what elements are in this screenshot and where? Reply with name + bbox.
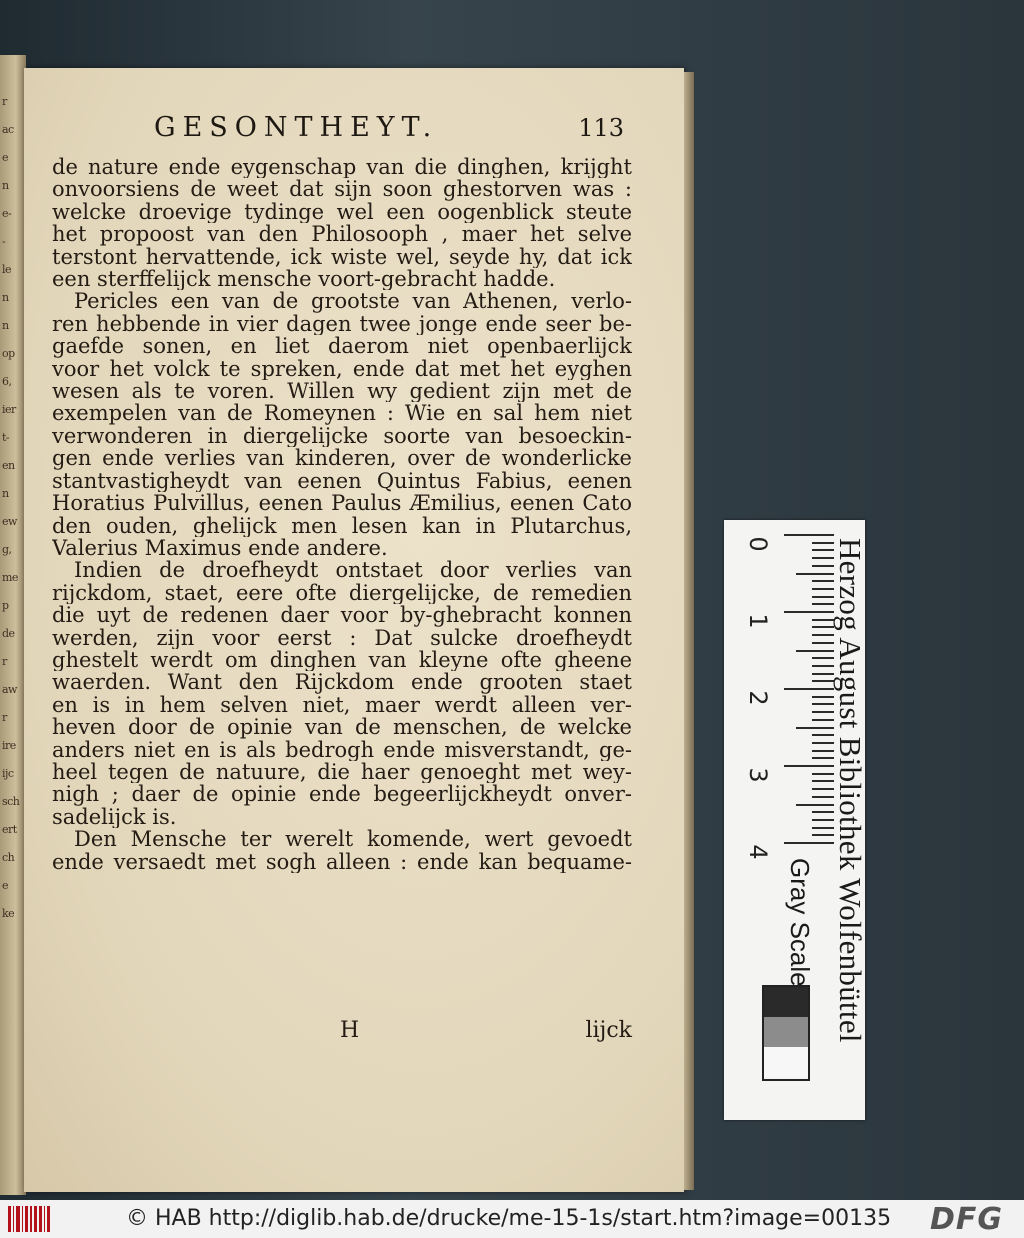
adjacent-page-fragment: ac xyxy=(2,123,14,136)
ruler-tick xyxy=(784,611,834,613)
text-line: den ouden, ghelijck men lesen kan in Plutarchus, xyxy=(52,514,632,537)
ruler-tick xyxy=(812,696,834,698)
institution-label: Herzog August Bibliothek Wolfenbüttel xyxy=(833,538,868,1043)
gray-scale-patches xyxy=(762,985,810,1081)
signature-mark: H xyxy=(340,1018,360,1043)
barcode-bar xyxy=(25,1206,28,1232)
barcode-bar xyxy=(16,1206,19,1232)
adjacent-page-fragment: aw xyxy=(2,683,17,696)
text-block xyxy=(52,156,632,873)
gray-patch xyxy=(764,1047,808,1077)
text-line: werden, zijn voor eerst : Dat sulcke droefheydt xyxy=(52,626,632,649)
text-line: verwonderen in diergelijcke soorte van besoeckin- xyxy=(52,424,632,448)
ruler-tick xyxy=(812,788,834,790)
ruler-tick xyxy=(796,727,834,729)
text-line: het propoost van den Philosooph , maer het selve xyxy=(52,223,632,246)
barcode-bar xyxy=(13,1206,15,1232)
adjacent-page-edge xyxy=(0,55,26,1195)
ruler-tick xyxy=(812,626,834,628)
ruler-tick xyxy=(812,711,834,713)
ruler-tick xyxy=(812,565,834,567)
adjacent-page-fragment: n xyxy=(2,319,9,332)
adjacent-page-fragment: ew xyxy=(2,515,17,528)
ruler-tick xyxy=(812,657,834,659)
adjacent-page-fragment: ch xyxy=(2,851,15,864)
adjacent-page-fragment: n xyxy=(2,291,9,304)
ruler-tick xyxy=(812,665,834,667)
page-number: 113 xyxy=(578,114,624,142)
ruler-tick xyxy=(812,557,834,559)
ruler-tick xyxy=(796,573,834,575)
adjacent-page-fragment: de xyxy=(2,627,15,640)
text-line: nigh ; daer de opinie ende begeerlijckheydt onver- xyxy=(52,783,632,806)
text-line: stantvastigheydt van eenen Quintus Fabius, eenen xyxy=(52,469,632,493)
ruler-tick xyxy=(812,757,834,759)
adjacent-page-fragment: en xyxy=(2,459,15,472)
ruler-tick xyxy=(812,634,834,636)
ruler-tick xyxy=(812,603,834,605)
adjacent-page-fragment: op xyxy=(2,347,15,360)
text-line: de nature ende eygenschap van die dinghen, krijght xyxy=(52,156,632,179)
barcode-bar xyxy=(22,1206,24,1232)
book-page xyxy=(24,68,684,1192)
ruler-ticks xyxy=(782,534,834,854)
adjacent-page-fragment: r xyxy=(2,655,7,668)
adjacent-page-fragment: ier xyxy=(2,403,16,416)
text-line: welcke droevige tydinge wel een oogenblick steute xyxy=(52,200,632,224)
ruler-tick xyxy=(812,642,834,644)
ruler-tick xyxy=(812,680,834,682)
adjacent-page-fragment: ert xyxy=(2,823,17,836)
text-line: heven door de opinie van de menschen, de welcke xyxy=(52,716,632,739)
text-line: ren hebbende in vier dagen twee jonge ende seer be- xyxy=(52,312,632,336)
text-line: onvoorsiens de weet dat sijn soon ghestorven was : xyxy=(52,178,632,201)
ruler-tick xyxy=(812,819,834,821)
text-line: die uyt de redenen daer voor by-ghebracht konnen xyxy=(52,604,632,627)
ruler-tick xyxy=(812,588,834,590)
barcode-bar xyxy=(47,1206,50,1232)
dfg-logo: DFG xyxy=(930,1202,1004,1237)
ruler-tick xyxy=(812,703,834,705)
adjacent-page-fragment: 6, xyxy=(2,375,12,388)
text-line: gen ende verlies van kinderen, over de wonderlicke xyxy=(52,447,632,470)
barcode-bar xyxy=(34,1206,37,1232)
text-line: wesen als te voren. Willen wy gedient zijn met de xyxy=(52,380,632,403)
ruler-tick xyxy=(812,742,834,744)
ruler-tick xyxy=(812,773,834,775)
credit-link[interactable]: © HAB http://diglib.hab.de/drucke/me-15-1s/start.htm?image=00135 xyxy=(126,1206,892,1231)
text-line: heel tegen de natuure, die haer genoeght met wey- xyxy=(52,760,632,784)
ruler-tick xyxy=(784,842,834,844)
adjacent-page-fragment: ire xyxy=(2,739,16,752)
adjacent-page-fragment: r xyxy=(2,95,7,108)
ruler-number: 1 xyxy=(744,613,772,629)
gray-scale-label: Gray Scale xyxy=(785,858,815,987)
adjacent-page-fragment: ke xyxy=(2,907,15,920)
text-line: rijckdom, staet, eere ofte diergelijcke, de remedien xyxy=(52,581,632,605)
hab-barcode-icon xyxy=(8,1206,50,1232)
adjacent-page-fragment: p xyxy=(2,599,9,612)
ruler-tick xyxy=(784,534,834,536)
ruler-tick xyxy=(812,750,834,752)
text-line: sadelijck is. xyxy=(52,805,177,829)
text-line: exempelen van de Romeynen : Wie en sal hem niet xyxy=(52,402,632,425)
barcode-bar xyxy=(44,1206,46,1232)
ruler-tick xyxy=(812,619,834,621)
text-line: ghestelt werdt om dinghen van kleyne ofte gheene xyxy=(52,648,632,672)
ruler-tick xyxy=(812,780,834,782)
scale-card xyxy=(724,520,868,1120)
ruler-tick xyxy=(812,734,834,736)
ruler-number: 4 xyxy=(744,844,772,860)
adjacent-page-fragment: e xyxy=(2,151,9,164)
ruler-tick xyxy=(812,673,834,675)
text-line: voor het volck te spreken, ende dat met het eyghen xyxy=(52,357,632,381)
adjacent-page-fragment: le xyxy=(2,263,12,276)
ruler-tick xyxy=(784,688,834,690)
text-line: Pericles een van de grootste van Athenen, verlo- xyxy=(74,290,632,313)
barcode-bar xyxy=(30,1206,32,1232)
ruler-number: 3 xyxy=(744,767,772,783)
ruler-tick xyxy=(812,796,834,798)
ruler-tick xyxy=(784,765,834,767)
page-footer xyxy=(52,1018,632,1048)
ruler-tick xyxy=(812,827,834,829)
ruler-tick xyxy=(796,650,834,652)
adjacent-page-fragment: e- xyxy=(2,207,12,220)
text-line: Valerius Maximus ende andere. xyxy=(52,536,388,560)
ruler-numbers xyxy=(724,520,790,860)
ruler-number: 0 xyxy=(744,536,772,552)
page-fore-edge xyxy=(684,72,694,1190)
adjacent-page-fragment: g, xyxy=(2,543,12,556)
ruler-tick xyxy=(812,596,834,598)
running-head xyxy=(154,112,624,143)
adjacent-page-fragment: r xyxy=(2,711,7,724)
barcode-bar xyxy=(39,1206,42,1232)
ruler-tick xyxy=(812,580,834,582)
text-line: gaefde sonen, en liet daerom niet openbaerlijck xyxy=(52,335,632,358)
gray-patch xyxy=(764,1017,808,1047)
adjacent-page-fragment: - xyxy=(2,235,6,248)
running-title: GESONTHEYT. xyxy=(154,112,439,143)
text-line: en is in hem selven niet, maer werdt alleen ver- xyxy=(52,693,632,717)
adjacent-page-fragment: me xyxy=(2,571,18,584)
text-line: Horatius Pulvillus, eenen Paulus Æmilius, eenen Cato xyxy=(52,492,632,515)
text-line: anders niet en is als bedrogh ende misverstandt, ge- xyxy=(52,738,632,761)
adjacent-page-fragment: n xyxy=(2,179,9,192)
adjacent-page-fragment: sch xyxy=(2,795,20,808)
text-line: een sterffelijck mensche voort-gebracht hadde. xyxy=(52,268,556,291)
barcode-bar xyxy=(8,1206,11,1232)
ruler-tick xyxy=(796,804,834,806)
ruler-tick xyxy=(812,834,834,836)
adjacent-page-fragment: e xyxy=(2,879,9,892)
text-line: ende versaedt met sogh alleen : ende kan bequame- xyxy=(52,850,632,873)
gray-patch xyxy=(764,987,808,1017)
text-line: terstont hervattende, ick wiste wel, seyde hy, dat ick xyxy=(52,245,632,269)
adjacent-page-fragment: t- xyxy=(2,431,10,444)
footer-bar xyxy=(0,1200,1024,1238)
text-line: Indien de droefheydt ontstaet door verlies van xyxy=(74,559,632,582)
catchword: lijck xyxy=(585,1018,632,1043)
ruler-tick xyxy=(812,542,834,544)
ruler-number: 2 xyxy=(744,690,772,706)
ruler-tick xyxy=(812,719,834,721)
text-line: Den Mensche ter werelt komende, wert gevoedt xyxy=(74,828,632,851)
text-line: waerden. Want den Rijckdom ende grooten staet xyxy=(52,671,632,694)
ruler-tick xyxy=(812,811,834,813)
ruler-tick xyxy=(812,549,834,551)
adjacent-page-fragment: n xyxy=(2,487,9,500)
adjacent-page-fragment: ijc xyxy=(2,767,14,780)
